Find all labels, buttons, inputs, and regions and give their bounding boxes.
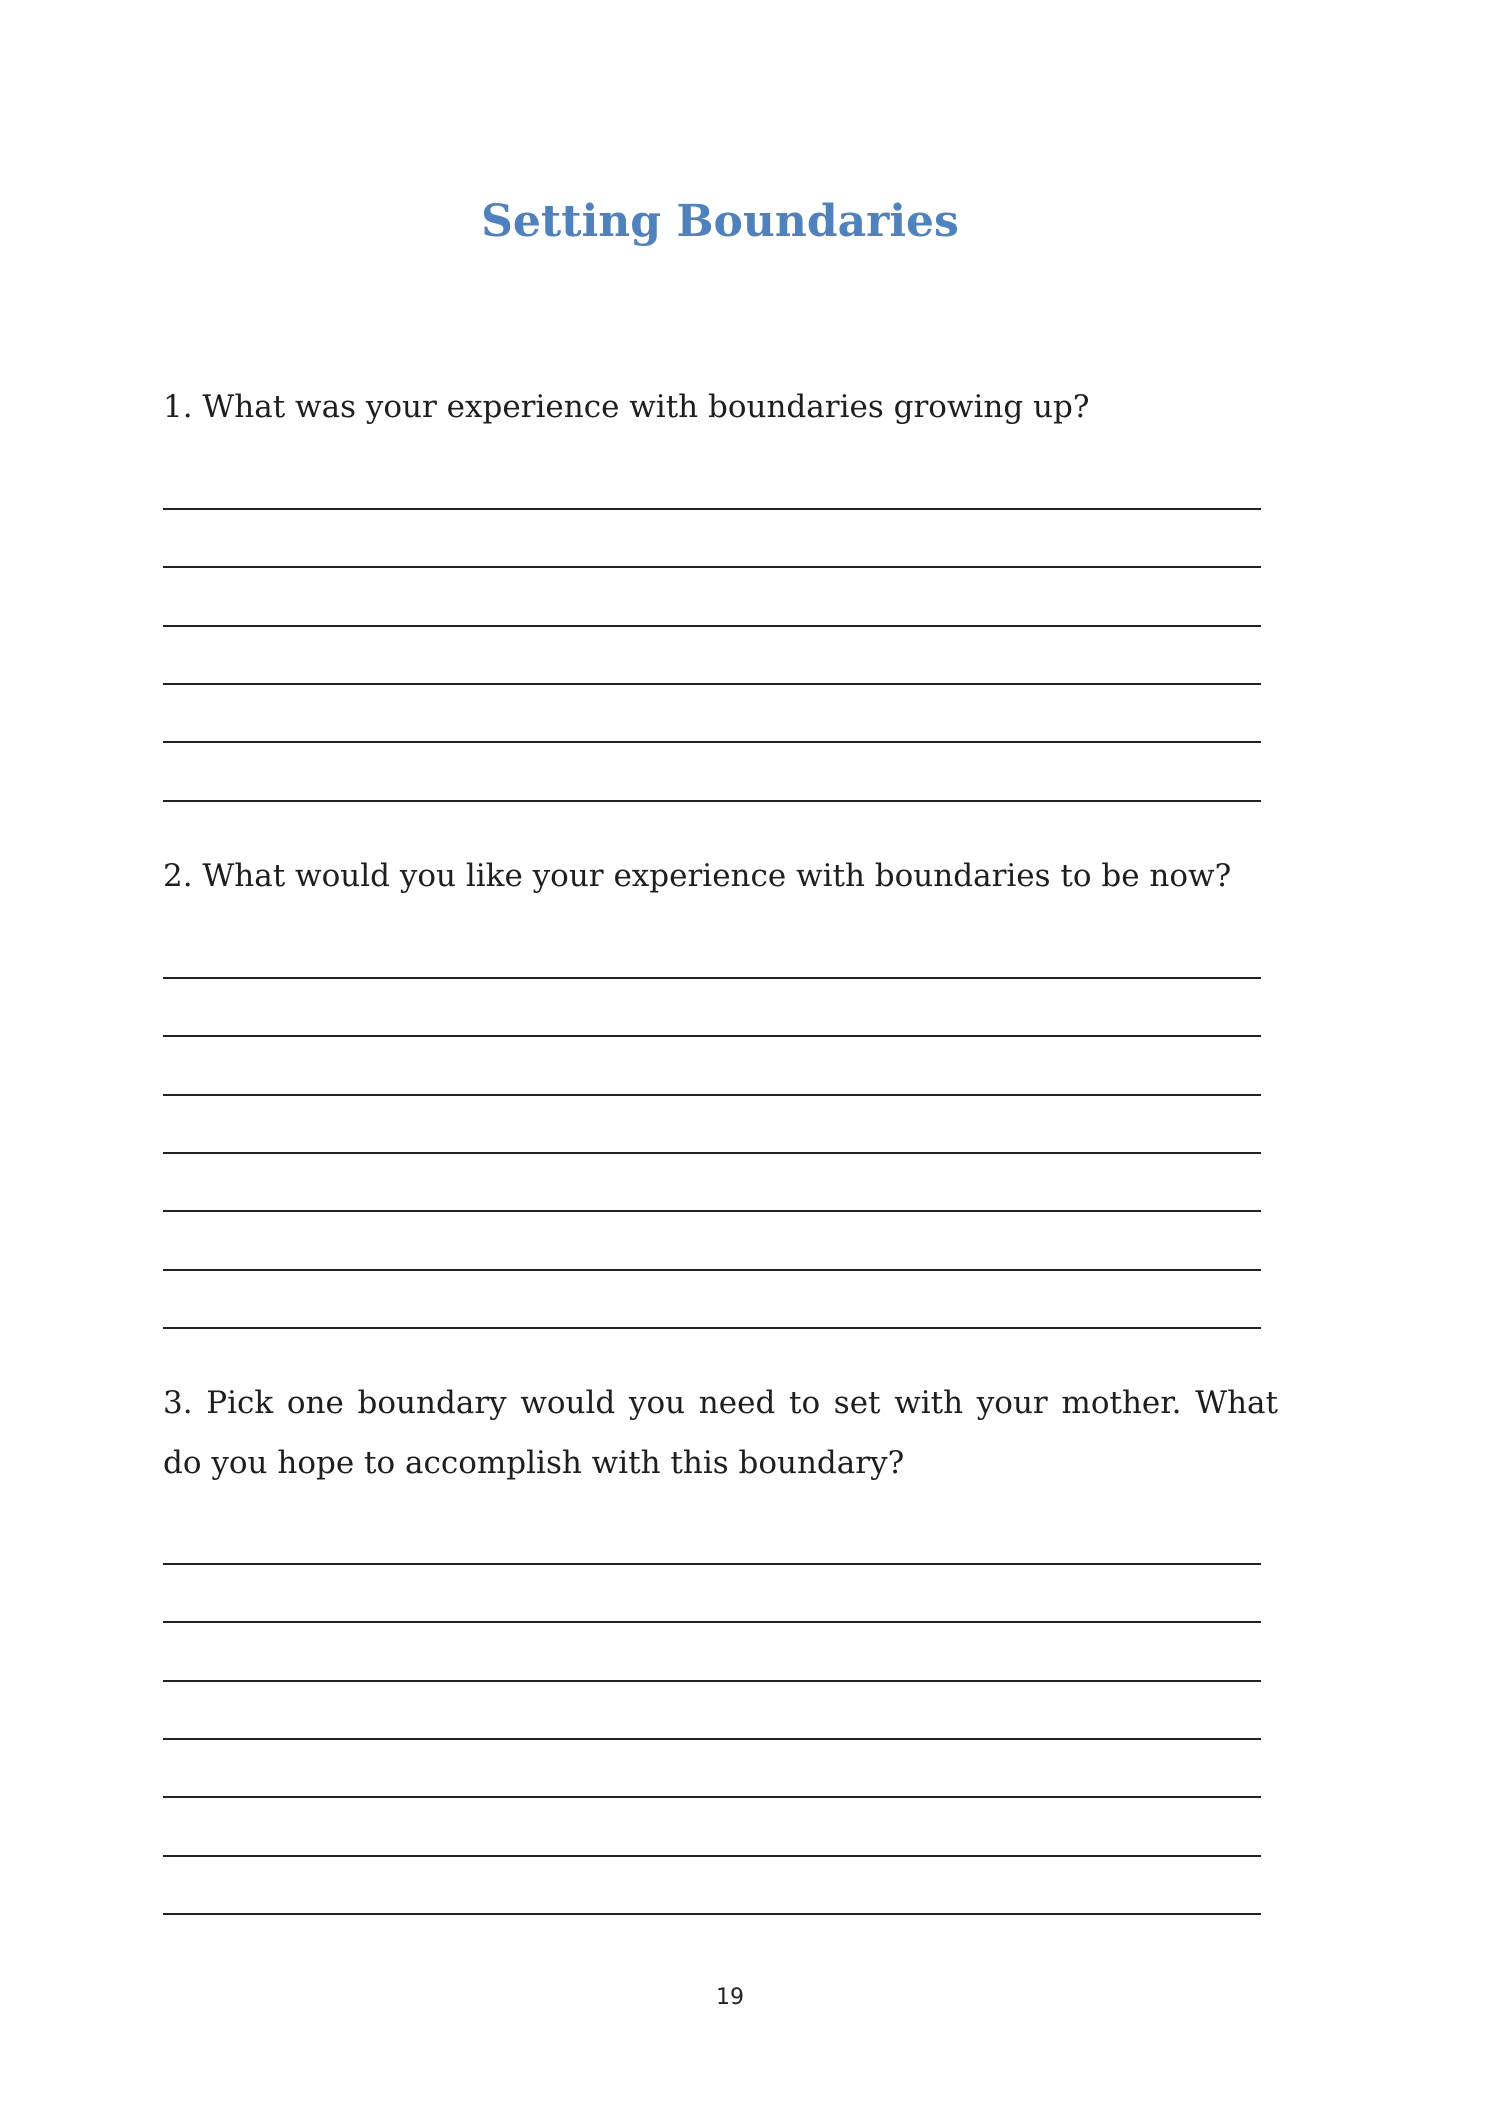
answer-line[interactable] — [163, 508, 1261, 510]
answer-line[interactable] — [163, 741, 1261, 743]
question-2: 2. What would you like your experience with boundaries to be now? — [163, 858, 1232, 894]
answer-line[interactable] — [163, 566, 1261, 568]
answer-line[interactable] — [163, 1210, 1261, 1212]
question-1: 1. What was your experience with boundaries growing up? — [163, 389, 1090, 425]
answer-line[interactable] — [163, 1621, 1261, 1623]
page-title: Setting Boundaries — [481, 196, 959, 247]
answer-line[interactable] — [163, 977, 1261, 979]
answer-line[interactable] — [163, 1035, 1261, 1037]
answer-line[interactable] — [163, 683, 1261, 685]
answer-line[interactable] — [163, 1855, 1261, 1857]
answer-line[interactable] — [163, 1327, 1261, 1329]
answer-line[interactable] — [163, 1094, 1261, 1096]
answer-line[interactable] — [163, 1269, 1261, 1271]
question-3: 3. Pick one boundary would you need to set with your mother. What do you hope to accomplish with this boundary? — [163, 1385, 1278, 1481]
answer-line[interactable] — [163, 1913, 1261, 1915]
answer-line[interactable] — [163, 800, 1261, 802]
page-number: 19 — [716, 1985, 744, 2010]
answer-line[interactable] — [163, 1680, 1261, 1682]
answer-line[interactable] — [163, 1796, 1261, 1798]
answer-line[interactable] — [163, 1738, 1261, 1740]
answer-line[interactable] — [163, 625, 1261, 627]
answer-line[interactable] — [163, 1152, 1261, 1154]
answer-line[interactable] — [163, 1563, 1261, 1565]
